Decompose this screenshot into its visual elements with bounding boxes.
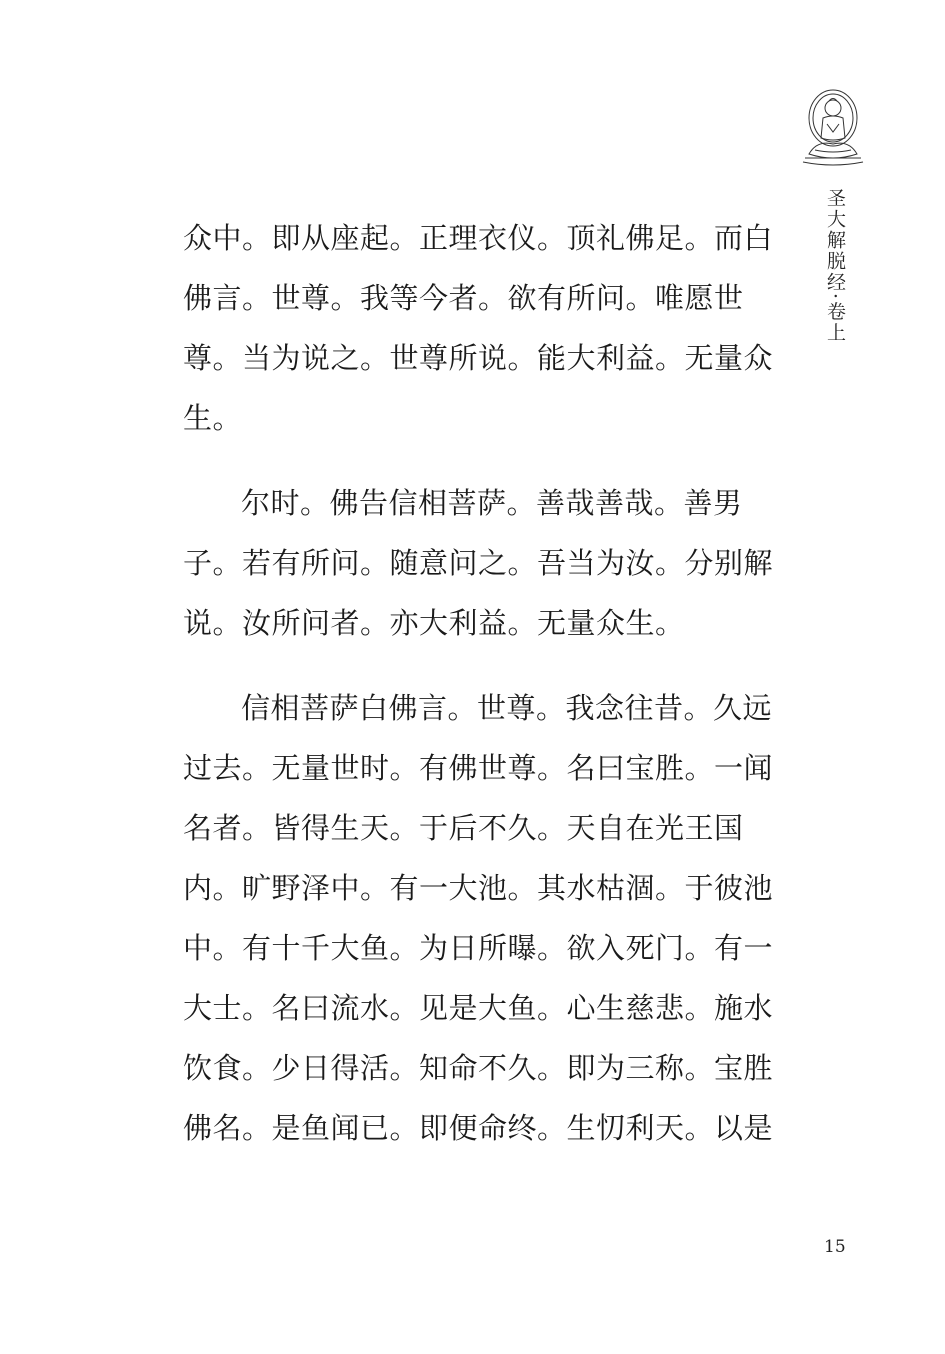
text-line: 子。若有所问。随意问之。吾当为汝。分别解 [183,546,774,580]
body-text [183,208,773,1158]
paragraph-2 [183,473,773,653]
text-line: 信相菩萨白佛言。世尊。我念往昔。久远 [241,691,773,725]
text-line: 生。 [183,401,243,435]
text-line: 尔时。佛告信相菩萨。善哉善哉。善男 [241,486,743,520]
text-line: 名者。皆得生天。于后不久。天自在光王国 [183,811,744,845]
paragraph-3 [183,678,773,1158]
text-line: 佛名。是鱼闻已。即便命终。生忉利天。以是 [183,1111,774,1145]
text-line: 众中。即从座起。正理衣仪。顶礼佛足。而白 [183,221,774,255]
text-line: 饮食。少日得活。知命不久。即为三称。宝胜 [183,1051,774,1085]
text-line: 说。汝所问者。亦大利益。无量众生。 [183,606,685,640]
text-line: 佛言。世尊。我等今者。欲有所问。唯愿世 [183,281,744,315]
running-title: 圣大解脱经·卷上 [824,188,846,344]
seated-buddha-icon [797,88,869,168]
text-line: 内。旷野泽中。有一大池。其水枯涸。于彼池 [183,871,774,905]
page-number: 15 [824,1237,846,1257]
text-line: 尊。当为说之。世尊所说。能大利益。无量众 [183,341,774,375]
text-line: 过去。无量世时。有佛世尊。名曰宝胜。一闻 [183,751,774,785]
paragraph-1 [183,208,773,448]
text-line: 中。有十千大鱼。为日所曝。欲入死门。有一 [183,931,774,965]
text-line: 大士。名曰流水。见是大鱼。心生慈悲。施水 [183,991,774,1025]
